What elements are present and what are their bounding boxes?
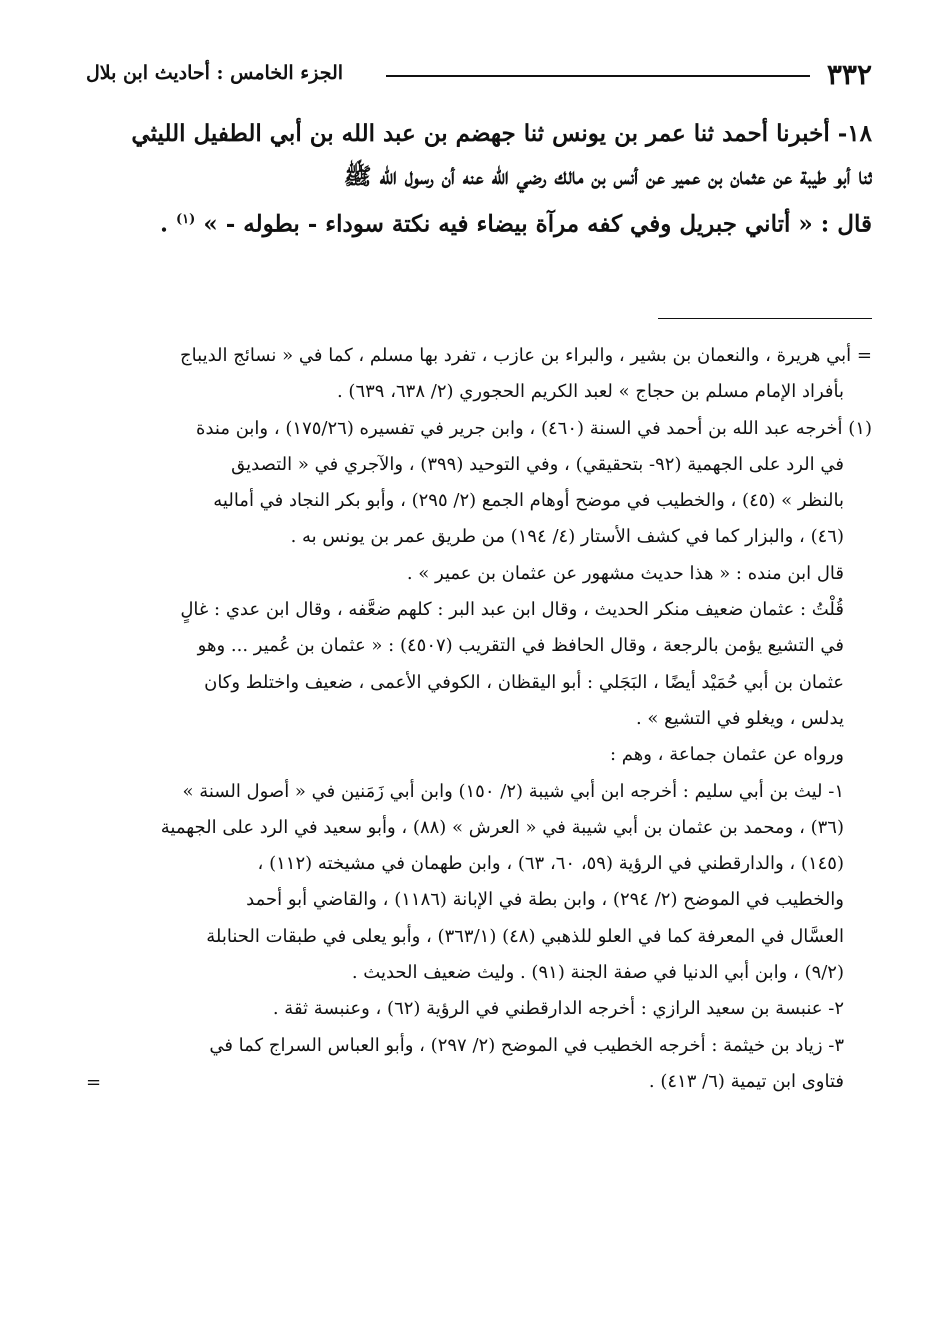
footnote-line: (١٤٥) ، والدارقطني في الرؤية (٥٩، ٦٠، ٦٣) ، وابن طهمان في مشيخته (١١٢) ، <box>257 853 844 875</box>
continuation-mark: = <box>856 345 872 366</box>
page-header <box>86 56 872 96</box>
hadith-text <box>86 112 872 246</box>
footnote-line: ١- ليث بن أبي سليم : أخرجه ابن أبي شيبة (٢/ ١٥٠) وابن أبي زَمَنين في « أصول السنة » <box>182 780 844 802</box>
footnote-line: (٩/٢) ، وابن أبي الدنيا في صفة الجنة (٩١) . وليث ضعيف الحديث . <box>351 962 844 984</box>
footnote-line <box>86 338 872 374</box>
footnote-line: العسَّال في المعرفة كما في العلو للذهبي (٤٨) (٣٦٣/١) ، وأبو يعلى في طبقات الحنابلة <box>206 925 844 947</box>
continuation-mark-bottom: = <box>86 1072 102 1093</box>
page-number: ٣٣٢ <box>826 58 872 91</box>
footnote-line-text: أبي هريرة ، والنعمان بن بشير ، والبراء بن عازب ، تفرد بها مسلم ، كما في « نسائج الديباج <box>180 345 852 366</box>
footnote-line: بأفراد الإمام مسلم بن حجاج » لعبد الكريم الحجوري (٢/ ٦٣٨، ٦٣٩) . <box>336 381 844 403</box>
footnotes <box>86 338 872 1100</box>
footnote-line: ٣- زياد بن خيثمة : أخرجه الخطيب في الموضح (٢/ ٢٩٧) ، وأبو العباس السراج كما في <box>209 1034 844 1056</box>
header-rule <box>386 75 810 77</box>
footnote-separator <box>658 318 872 319</box>
hadith-line: ثنا أبو طيبة عن عثمان بن عمير عن أنس بن مالك رضي الله عنه أن رسول الله ﷺ <box>343 163 872 190</box>
footnote-line: قُلْتُ : عثمان ضعيف منكر الحديث ، وقال ابن عبد البر : كلهم ضعَّفه ، وقال ابن عدي : غالٍ <box>180 599 844 621</box>
hadith-line-text: قال : « أتاني جبريل وفي كفه مرآة بيضاء فيه نكتة سوداء - بطوله - » <box>203 210 872 238</box>
footnote-line: (٣٦) ، ومحمد بن عثمان بن أبي شيبة في « العرش » (٨٨) ، وأبو سعيد في الرد على الجهمية <box>160 816 844 838</box>
footnote-line: قال ابن منده : « هذا حديث مشهور عن عثمان بن عمير » . <box>406 562 844 584</box>
hadith-line: قال : « أتاني جبريل وفي كفه مرآة بيضاء فيه نكتة سوداء - بطوله - » $^{(١)}$ . <box>159 210 872 238</box>
running-title: الجزء الخامس : أحاديث ابن بلال <box>86 62 344 84</box>
footnote-line: ورواه عن عثمان جماعة ، وهم : <box>609 744 844 766</box>
footnote-line: في الرد على الجهمية (٩٢- بتحقيقي) ، وفي التوحيد (٣٩٩) ، والآجري في « التصديق <box>231 453 844 475</box>
footnote-line: يدلس ، ويغلو في التشيع » . <box>635 707 844 729</box>
footnote-line: (٤٦) ، والبزار كما في كشف الأستار (٤/ ١٩٤) من طريق عمر بن يونس به . <box>290 526 844 548</box>
footnote-line: بالنظر » (٤٥) ، والخطيب في موضح أوهام الجمع (٢/ ٢٩٥) ، وأبو بكر النجاد في أماليه <box>213 490 844 512</box>
footnote-line: والخطيب في الموضح (٢/ ٢٩٤) ، وابن بطة في الإبانة (١١٨٦) ، والقاضي أبو أحمد <box>246 889 844 911</box>
footnote-line: (١) أخرجه عبد الله بن أحمد في السنة (٤٦٠) ، وابن جرير في تفسيره (١٧٥/٢٦) ، وابن مندة <box>196 417 872 439</box>
footnote-line: فتاوى ابن تيمية (٦/ ٤١٣) . <box>648 1070 844 1092</box>
footnote-reference: (١) <box>176 212 196 227</box>
footnote-line: ٢- عنبسة بن سعيد الرازي : أخرجه الدارقطني في الرؤية (٦٢) ، وعنبسة ثقة . <box>272 998 844 1020</box>
footnote-line: عثمان بن أبي حُمَيْد أيضًا ، البَجَلي : أبو اليقظان ، الكوفي الأعمى ، ضعيف واختلط وكان <box>204 671 844 693</box>
footnote-line: في التشيع يؤمن بالرجعة ، وقال الحافظ في التقريب (٤٥٠٧) : « عثمان بن عُمير ... وهو <box>197 635 844 657</box>
hadith-line: ١٨- أخبرنا أحمد ثنا عمر بن يونس ثنا جهضم بن عبد الله بن أبي الطفيل الليثي <box>131 120 872 147</box>
